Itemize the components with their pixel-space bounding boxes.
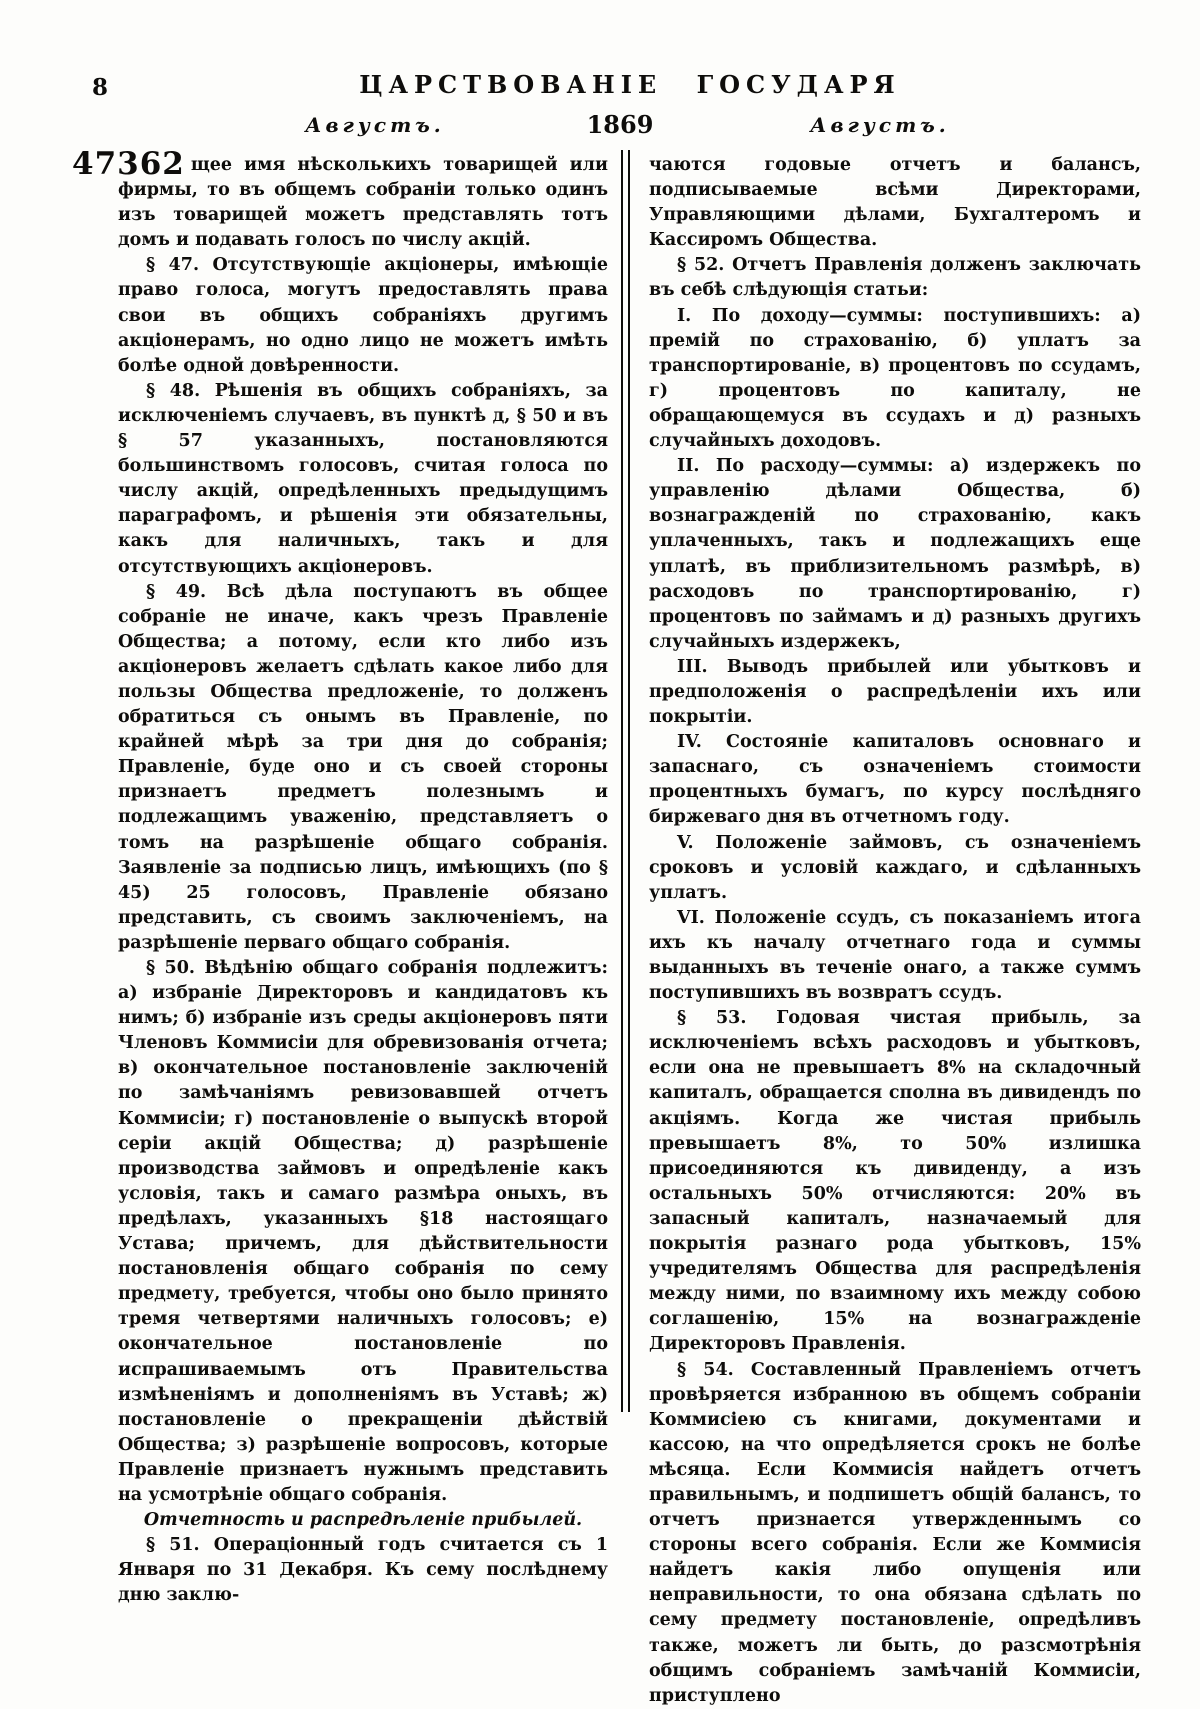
paragraph: § 51. Операціонный годъ считается съ 1 Января по 31 Декабря. Къ сему послѣднему дню заклю- bbox=[118, 1535, 608, 1606]
paragraph: § 53. Годовая чистая прибыль, за исключеніемъ всѣхъ расходовъ и убытковъ, если она не превышаетъ 8% на складочный капиталъ, обращается сполна въ дивидендъ по акціямъ. Когда же чистая прибыль превышаетъ 8%, то 50% излишка присоединяются къ дивиденду, а изъ остальныхъ 50% отчисляются: 20% въ запасный капиталъ, назначаемый для покрытія разнаго рода убытковъ, 15% учредителямъ Общества для распредѣленія между ними, по взаимному ихъ между собою соглашенію, 15% на вознагражденіе Директоровъ Правленія. bbox=[649, 1008, 1141, 1355]
left-column bbox=[72, 146, 608, 1608]
act-number: 47362 bbox=[72, 146, 185, 182]
continuation-paragraph: чаются годовые отчетъ и балансъ, подписываемые всѣми Директорами, Управляющими дѣлами, Бухгалтеромъ и Кассиромъ Общества. bbox=[649, 155, 1141, 251]
date-heading-right: Августъ. bbox=[810, 113, 950, 137]
continuation-paragraph: 47362 щее имя нѣсколькихъ товарищей или фирмы, то въ общемъ собраніи только одинъ изъ товарищей можетъ представлять тотъ домъ и подавать голосъ по числу акцій. bbox=[72, 146, 608, 251]
column-divider bbox=[621, 150, 630, 1412]
paragraph: § 54. Составленный Правленіемъ отчетъ провѣряется избранною въ общемъ собраніи Коммисіею съ книгами, документами и кассою, на что опредѣляется срокъ не болѣе мѣсяца. Если Коммисія найдетъ отчетъ правильнымъ, и подпишетъ общій балансъ, то отчетъ признается утвержденнымъ со стороны всего собранія. Если же Коммисія найдетъ какія либо опущенія или неправильности, то она обязана сдѣлать по сему предмету постановленіе, опредѣливъ также, можетъ ли быть, до разсмотрѣнія общимъ собраніемъ замѣчаній Коммисіи, приступлено bbox=[649, 1359, 1141, 1706]
paragraph: VI. Положеніе ссудъ, съ показаніемъ итога ихъ къ началу отчетнаго года и суммы выданныхъ въ теченіе онаго, а также суммъ поступившихъ въ возвратъ ссудъ. bbox=[649, 907, 1141, 1004]
paragraph: IV. Состояніе капиталовъ основнаго и запаснаго, съ означеніемъ стоимости процентныхъ бумагъ, по курсу послѣдняго биржеваго дня въ отчетномъ году. bbox=[649, 732, 1141, 828]
paragraph: § 47. Отсутствующіе акціонеры, имѣющіе право голоса, могутъ предоставлять права свои въ общихъ собраніяхъ другимъ акціонерамъ, но одно лицо не можетъ имѣть болѣе одной довѣренности. bbox=[118, 255, 608, 376]
page-number: 8 bbox=[92, 74, 109, 101]
paragraph: II. По расходу—суммы: а) издержекъ по управленію дѣлами Общества, б) вознагражденій по страхованію, какъ уплаченныхъ, такъ и подлежащихъ еще уплатѣ, въ приблизительномъ размѣрѣ, в) расходовъ по транспортированію, г) процентовъ по займамъ и д) разныхъ другихъ случайныхъ издержекъ, bbox=[649, 456, 1141, 652]
paragraph: § 52. Отчетъ Правленія долженъ заключать въ себѣ слѣдующія статьи: bbox=[649, 255, 1141, 301]
right-column bbox=[649, 153, 1141, 1709]
paragraph: III. Выводъ прибылей или убытковъ и предположенія о распредѣленіи ихъ или покрытіи. bbox=[649, 656, 1141, 728]
paragraph: § 49. Всѣ дѣла поступаютъ въ общее собраніе не иначе, какъ чрезъ Правленіе Общества; а потому, если кто либо изъ акціонеровъ желаетъ сдѣлать какое либо для пользы Общества предложеніе, то долженъ обратиться съ онымъ въ Правленіе, по крайней мѣрѣ за три дня до собранія; Правленіе, буде оно и съ своей стороны признаетъ предметъ полезнымъ и подлежащимъ уваженію, представляетъ о томъ на разрѣшеніе общаго собранія. Заявленіе за подписью лицъ, имѣющихъ (по § 45) 25 голосовъ, Правленіе обязано представить, съ своимъ заключеніемъ, на разрѣшеніе перваго общаго собранія. bbox=[118, 581, 608, 953]
paragraph: I. По доходу—суммы: поступившихъ: а) премій по страхованію, б) уплатъ за транспортированіе, в) процентовъ по ссудамъ, г) процентовъ по капиталу, не обращающемуся въ ссудахъ и д) разныхъ случайныхъ доходовъ. bbox=[649, 305, 1141, 452]
paragraph: § 50. Вѣдѣнію общаго собранія подлежитъ: а) избраніе Директоровъ и кандидатовъ къ нимъ; б) избраніе изъ среды акціонеровъ пяти Членовъ Коммисіи для обревизованія отчета; в) окончательное постановленіе заключеній по замѣчаніямъ ревизовавшей отчетъ Коммисіи; г) постановленіе о выпускѣ второй серіи акцій Общества; д) разрѣшеніе производства займовъ и опредѣленіе какъ условія, такъ и самаго размѣра оныхъ, въ предѣлахъ, указанныхъ §18 настоящаго Устава; причемъ, для дѣйствительности постановленія общаго собранія по сему предмету, требуется, чтобы оно было принято тремя четвертями наличныхъ голосовъ; е) окончательное постановленіе по испрашиваемымъ отъ Правительства измѣненіямъ и дополненіямъ въ Уставѣ; ж) постановленіе о прекращеніи дѣйствій Общества; з) разрѣшеніе вопросовъ, которые Правленіе признаетъ нужнымъ представить на усмотрѣніе общаго собранія. bbox=[118, 958, 608, 1505]
year-heading: 1869 bbox=[586, 110, 654, 139]
paragraph: § 48. Рѣшенія въ общихъ собраніяхъ, за исключеніемъ случаевъ, въ пунктѣ д, § 50 и въ § 57 указанныхъ, постановляются большинствомъ голосовъ, считая голоса по числу акцій, опредѣленныхъ предыдущимъ параграфомъ, и рѣшенія эти обязательны, какъ для наличныхъ, такъ и для отсутствующихъ акціонеровъ. bbox=[118, 380, 608, 577]
running-title: ЦАРСТВОВАНІЕ ГОСУДАРЯ bbox=[359, 70, 901, 99]
section-heading: Отчетность и распредѣленіе прибылей. bbox=[143, 1510, 583, 1531]
paragraph: V. Положеніе займовъ, съ означеніемъ сроковъ и условій каждаго, и сдѣланныхъ уплатъ. bbox=[649, 832, 1141, 903]
date-heading-left: Августъ. bbox=[305, 113, 445, 137]
